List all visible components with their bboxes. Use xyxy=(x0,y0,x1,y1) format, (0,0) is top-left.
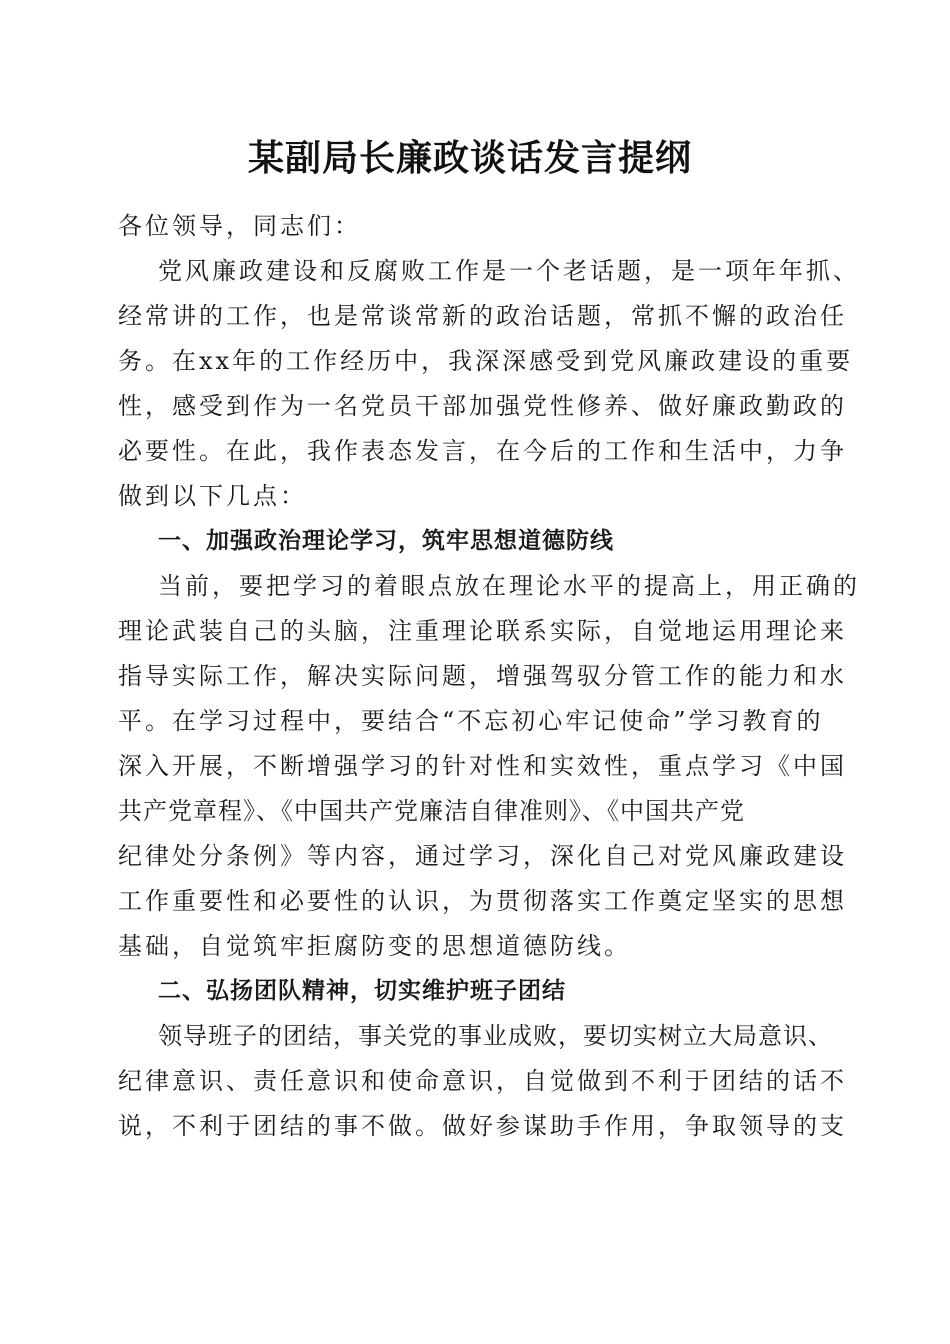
paragraph-line: 深入开展，不断增强学习的针对性和实效性，重点学习《中国 xyxy=(118,752,847,780)
paragraph-line: 做到以下几点： xyxy=(118,482,307,510)
paragraph-line: 性，感受到作为一名党员干部加强党性修养、做好廉政勤政的 xyxy=(118,392,847,420)
paragraph-line: 平。在学习过程中，要结合“不忘初心牢记使命”学习教育的 xyxy=(118,707,824,735)
paragraph-line: 指导实际工作，解决实际问题，增强驾驭分管工作的能力和水 xyxy=(118,662,847,690)
paragraph-line: 经常讲的工作，也是常谈常新的政治话题，常抓不懈的政治任 xyxy=(118,302,847,330)
document-title: 某副局长廉政谈话发言提纲 xyxy=(247,137,692,179)
paragraph-line: 工作重要性和必要性的认识，为贯彻落实工作奠定坚实的思想 xyxy=(118,887,847,915)
paragraph-line: 党风廉政建设和反腐败工作是一个老话题，是一项年年抓、 xyxy=(158,257,860,285)
section-heading-1: 一、加强政治理论学习，筑牢思想道德防线 xyxy=(158,528,614,554)
paragraph-line: 说，不利于团结的事不做。做好参谋助手作用，争取领导的支 xyxy=(118,1112,847,1140)
paragraph-line: 务。在xx年的工作经历中，我深深感受到党风廉政建设的重要 xyxy=(118,347,854,375)
paragraph-line: 纪律处分条例》等内容，通过学习，深化自己对党风廉政建设 xyxy=(118,842,847,870)
paragraph-line: 领导班子的团结，事关党的事业成败，要切实树立大局意识、 xyxy=(158,1022,833,1050)
paragraph-line: 理论武装自己的头脑，注重理论联系实际，自觉地运用理论来 xyxy=(118,617,847,645)
paragraph-line: 基础，自觉筑牢拒腐防变的思想道德防线。 xyxy=(118,932,631,960)
paragraph-line: 共产党章程》、《中国共产党廉洁自律准则》、《中国共产党 xyxy=(118,797,745,825)
salutation: 各位领导，同志们： xyxy=(118,212,361,240)
paragraph-line: 必要性。在此，我作表态发言，在今后的工作和生活中，力争 xyxy=(118,437,847,465)
paragraph-line: 纪律意识、责任意识和使命意识，自觉做到不利于团结的话不 xyxy=(118,1067,847,1095)
paragraph-line: 当前，要把学习的着眼点放在理论水平的提高上，用正确的 xyxy=(158,572,860,600)
section-heading-2: 二、弘扬团队精神，切实维护班子团结 xyxy=(158,978,566,1004)
